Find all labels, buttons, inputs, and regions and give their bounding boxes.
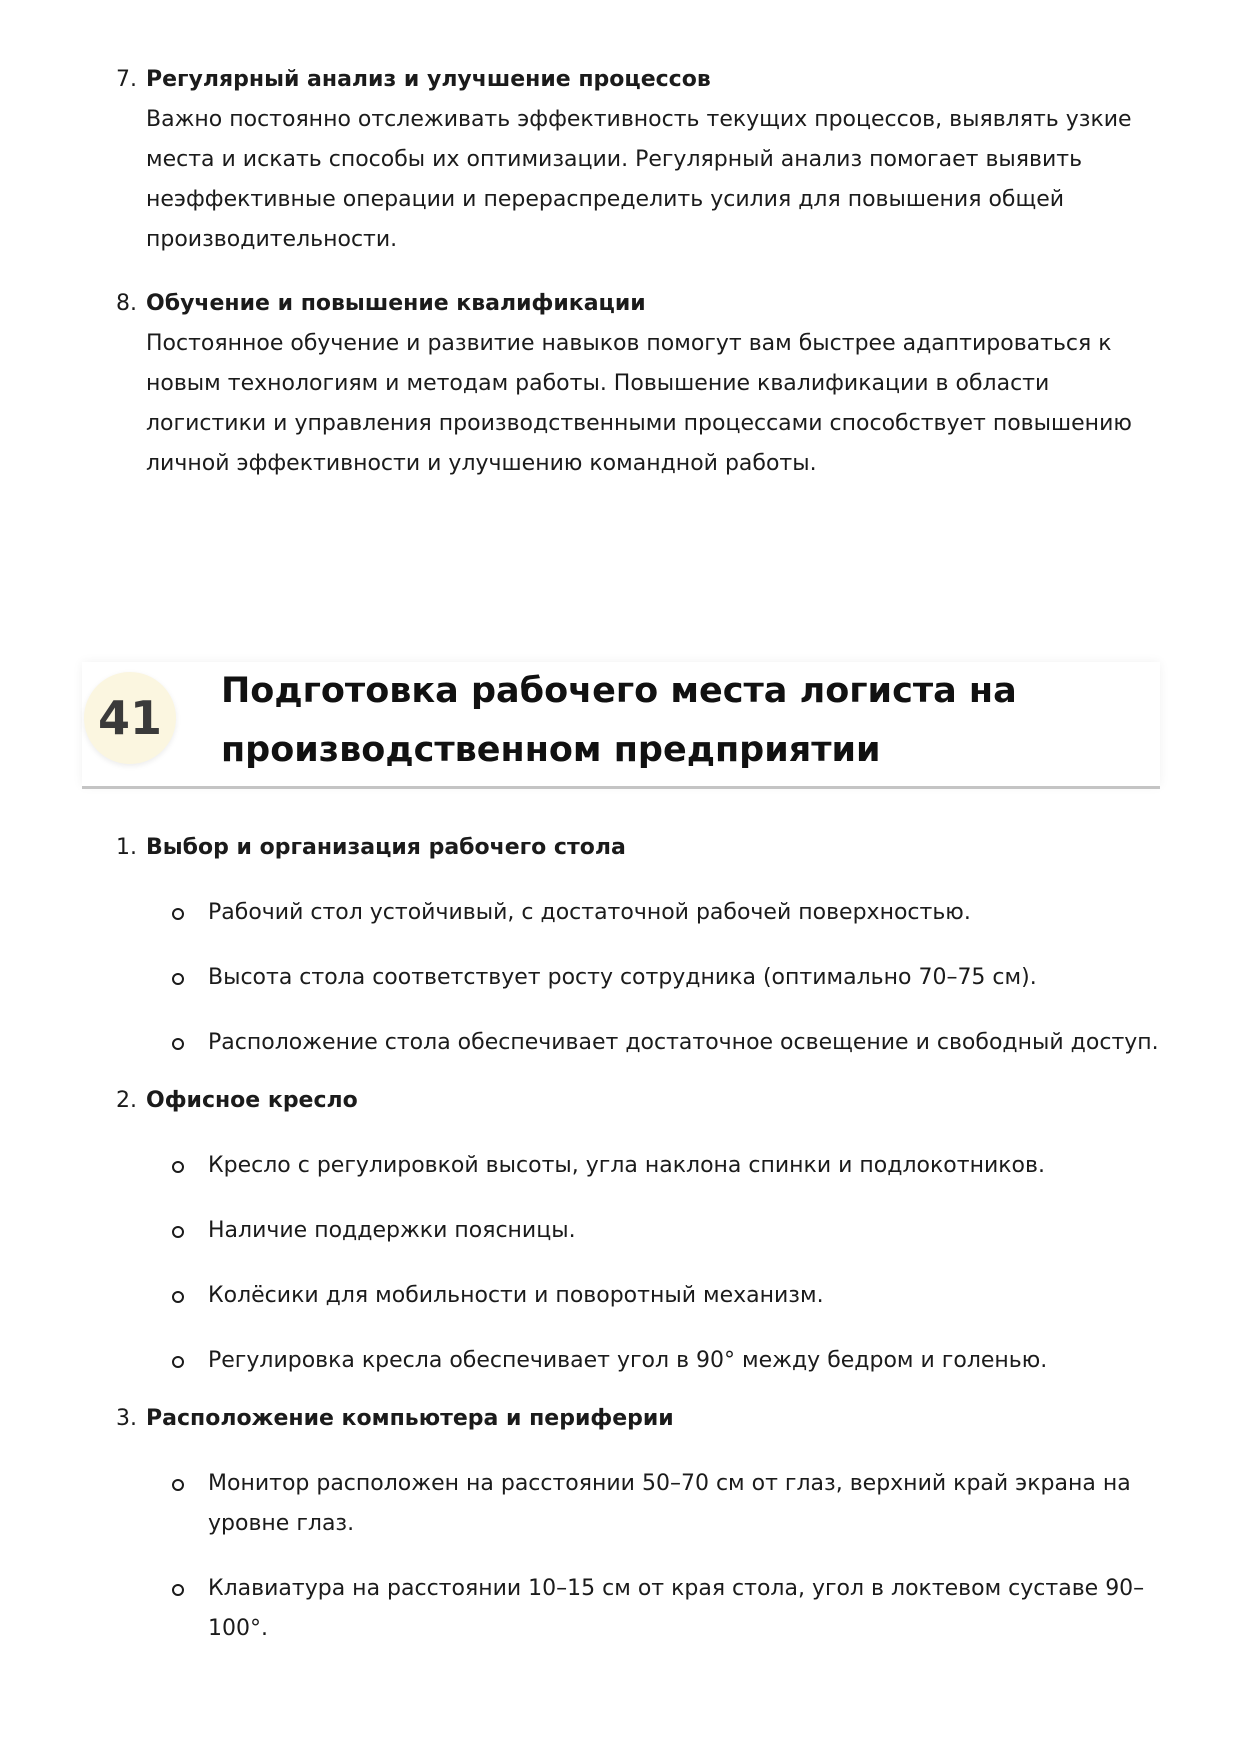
bullet-list <box>146 1146 1176 1381</box>
paragraph-line: производительности. <box>146 227 398 252</box>
bullet-list <box>146 1464 1176 1649</box>
paragraph-line: места и искать способы их оптимизации. Регулярный анализ помогает выявить <box>146 147 1083 172</box>
item-number: 3. <box>116 1406 137 1431</box>
bullet-item <box>146 1276 1176 1316</box>
list-item <box>116 1399 1176 1649</box>
item-title: Расположение компьютера и периферии <box>146 1406 674 1431</box>
paragraph-line: личной эффективности и улучшению командной работы. <box>146 451 817 476</box>
paragraph-line: Важно постоянно отслеживать эффективность текущих процессов, выявлять узкие <box>146 107 1132 132</box>
item-title: Выбор и организация рабочего стола <box>146 835 626 860</box>
item-title: Офисное кресло <box>146 1088 358 1113</box>
section-number-badge: 41 <box>84 672 176 764</box>
bullet-item <box>146 1211 1176 1251</box>
bullet-text: Высота стола соответствует росту сотрудника (оптимально 70–75 см). <box>208 965 1037 990</box>
bullet-text: уровне глаз. <box>208 1511 355 1536</box>
circle-bullet-icon <box>172 1038 184 1050</box>
item-number: 8. <box>116 291 137 316</box>
item-title: Регулярный анализ и улучшение процессов <box>146 67 711 92</box>
item-number: 7. <box>116 67 137 92</box>
list-item <box>116 284 1156 484</box>
numbered-list-top <box>116 60 1156 484</box>
list-item <box>116 1081 1176 1381</box>
bullet-item <box>146 1146 1176 1186</box>
item-title: Обучение и повышение квалификации <box>146 291 646 316</box>
bullet-text: Клавиатура на расстоянии 10–15 см от края стола, угол в локтевом суставе 90– <box>208 1576 1145 1601</box>
bullet-text: Регулировка кресла обеспечивает угол в 90° между бедром и голенью. <box>208 1348 1048 1373</box>
bullet-text: Рабочий стол устойчивый, с достаточной рабочей поверхностью. <box>208 900 971 925</box>
section-header <box>82 662 1160 792</box>
circle-bullet-icon <box>172 1584 184 1596</box>
circle-bullet-icon <box>172 908 184 920</box>
circle-bullet-icon <box>172 1226 184 1238</box>
paragraph-line: новым технологиям и методам работы. Повышение квалификации в области <box>146 371 1050 396</box>
item-paragraph <box>146 100 1156 260</box>
bullet-text: Монитор расположен на расстоянии 50–70 см от глаз, верхний край экрана на <box>208 1471 1131 1496</box>
paragraph-line: логистики и управления производственными процессами способствует повышению <box>146 411 1132 436</box>
numbered-list-bottom <box>116 828 1176 1649</box>
bullet-text: 100°. <box>208 1616 268 1641</box>
circle-bullet-icon <box>172 1291 184 1303</box>
paragraph-line: Постоянное обучение и развитие навыков помогут вам быстрее адаптироваться к <box>146 331 1112 356</box>
bullet-text: Кресло с регулировкой высоты, угла наклона спинки и подлокотников. <box>208 1153 1045 1178</box>
list-item <box>116 60 1156 260</box>
item-number: 1. <box>116 835 137 860</box>
bullet-text: Наличие поддержки поясницы. <box>208 1218 576 1243</box>
bullet-item <box>146 1464 1176 1544</box>
section-divider <box>82 786 1160 789</box>
item-number: 2. <box>116 1088 137 1113</box>
circle-bullet-icon <box>172 1479 184 1491</box>
bullet-text: Расположение стола обеспечивает достаточное освещение и свободный доступ. <box>208 1030 1159 1055</box>
section-title-line: производственном предприятии <box>221 730 881 770</box>
bullet-text: Колёсики для мобильности и поворотный механизм. <box>208 1283 824 1308</box>
section-title <box>221 662 1121 780</box>
section-title-line: Подготовка рабочего места логиста на <box>221 671 1017 711</box>
list-item <box>116 828 1176 1063</box>
bullet-item <box>146 893 1176 933</box>
item-paragraph <box>146 324 1156 484</box>
circle-bullet-icon <box>172 973 184 985</box>
circle-bullet-icon <box>172 1356 184 1368</box>
bullet-item <box>146 1341 1176 1381</box>
circle-bullet-icon <box>172 1161 184 1173</box>
bullet-list <box>146 893 1176 1063</box>
paragraph-line: неэффективные операции и перераспределить усилия для повышения общей <box>146 187 1065 212</box>
bullet-item <box>146 1023 1176 1063</box>
bullet-item <box>146 1569 1176 1649</box>
bullet-item <box>146 958 1176 998</box>
